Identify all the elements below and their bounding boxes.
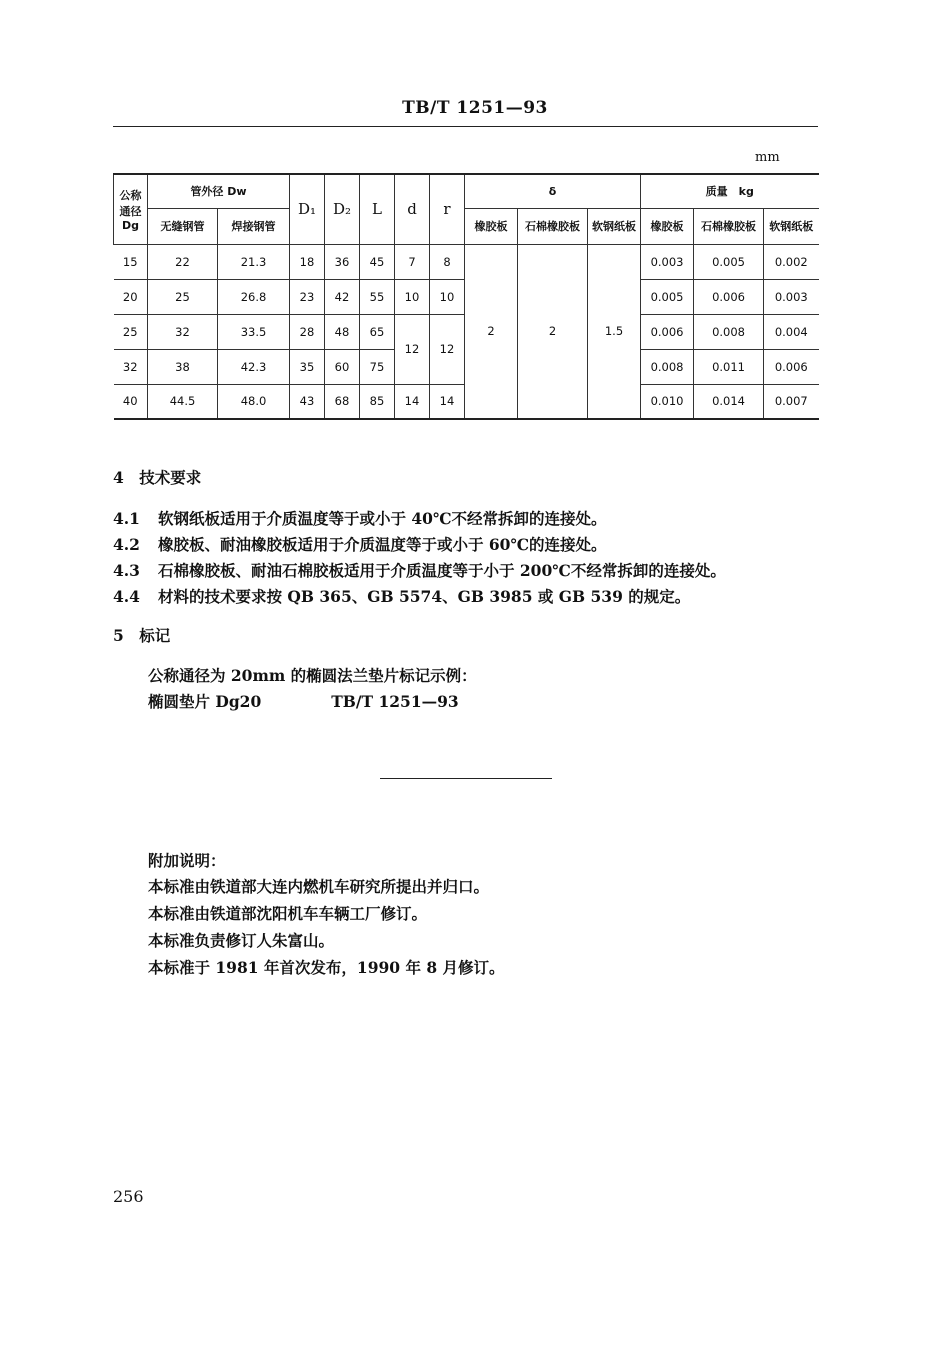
dimension-table xyxy=(113,173,819,420)
cell-l: 65 xyxy=(360,314,395,349)
cell-d2: 48 xyxy=(325,314,360,349)
page-number: 256 xyxy=(113,1187,144,1206)
cell-seamless: 44.5 xyxy=(148,384,218,419)
header-thickness: δ xyxy=(465,174,641,208)
header-dw: 管外径 Dw xyxy=(148,174,290,208)
cell-d: 14 xyxy=(395,384,430,419)
cell-d2: 42 xyxy=(325,279,360,314)
cell-m-asbestos: 0.014 xyxy=(694,384,764,419)
cell-d1: 28 xyxy=(290,314,325,349)
cell-d: 7 xyxy=(395,244,430,279)
requirement-number: 4.1 xyxy=(113,509,140,528)
requirement-number: 4.2 xyxy=(113,535,140,554)
cell-s-asbestos: 2 xyxy=(518,244,588,419)
requirement-item xyxy=(113,507,607,529)
cell-m-paper: 0.006 xyxy=(764,349,819,384)
cell-d1: 35 xyxy=(290,349,325,384)
cell-dg: 32 xyxy=(114,349,148,384)
cell-m-paper: 0.004 xyxy=(764,314,819,349)
cell-welded: 21.3 xyxy=(218,244,290,279)
header-s-paper: 软钢纸板 xyxy=(588,208,641,244)
cell-dg: 25 xyxy=(114,314,148,349)
end-rule xyxy=(380,778,552,779)
cell-welded: 42.3 xyxy=(218,349,290,384)
cell-d1: 18 xyxy=(290,244,325,279)
requirement-text: 材料的技术要求按 QB 365、GB 5574、GB 3985 或 GB 539 的规定。 xyxy=(158,587,691,606)
section-4-heading: 4 技术要求 xyxy=(113,468,202,487)
requirement-item xyxy=(113,559,726,581)
header-d2: D₂ xyxy=(325,174,360,244)
header-m-rubber: 橡胶板 xyxy=(641,208,694,244)
header-m-paper: 软钢纸板 xyxy=(764,208,819,244)
cell-r: 10 xyxy=(430,279,465,314)
cell-d2: 60 xyxy=(325,349,360,384)
header-s-asbestos: 石棉橡胶板 xyxy=(518,208,588,244)
document-header: TB/T 1251—93 xyxy=(402,98,548,118)
header-m-asbestos: 石棉橡胶板 xyxy=(694,208,764,244)
cell-m-rubber: 0.003 xyxy=(641,244,694,279)
cell-seamless: 38 xyxy=(148,349,218,384)
cell-d2: 36 xyxy=(325,244,360,279)
cell-m-asbestos: 0.011 xyxy=(694,349,764,384)
cell-seamless: 32 xyxy=(148,314,218,349)
marking-example-code: TB/T 1251—93 xyxy=(331,692,459,711)
notes-line: 本标准由铁道部大连内燃机车研究所提出并归口。 xyxy=(148,877,490,896)
requirement-text: 橡胶板、耐油橡胶板适用于介质温度等于或小于 60℃的连接处。 xyxy=(158,535,607,554)
cell-r: 14 xyxy=(430,384,465,419)
cell-m-rubber: 0.010 xyxy=(641,384,694,419)
cell-m-rubber: 0.006 xyxy=(641,314,694,349)
requirement-item xyxy=(113,533,607,555)
cell-welded: 33.5 xyxy=(218,314,290,349)
notes-line: 本标准负责修订人朱富山。 xyxy=(148,931,335,950)
cell-m-paper: 0.003 xyxy=(764,279,819,314)
cell-d2: 68 xyxy=(325,384,360,419)
requirement-text: 石棉橡胶板、耐油石棉胶板适用于介质温度等于小于 200℃不经常拆卸的连接处。 xyxy=(158,561,726,580)
cell-dg: 20 xyxy=(114,279,148,314)
header-welded: 焊接钢管 xyxy=(218,208,290,244)
cell-dg: 40 xyxy=(114,384,148,419)
cell-m-asbestos: 0.005 xyxy=(694,244,764,279)
notes-line: 本标准由铁道部沈阳机车车辆工厂修订。 xyxy=(148,904,428,923)
notes-heading: 附加说明： xyxy=(148,851,226,870)
cell-l: 75 xyxy=(360,349,395,384)
cell-l: 85 xyxy=(360,384,395,419)
header-d1: D₁ xyxy=(290,174,325,244)
header-l: L xyxy=(360,174,395,244)
table-row xyxy=(114,244,819,279)
cell-d1: 23 xyxy=(290,279,325,314)
header-dg: 公称 通径 Dg xyxy=(114,174,148,244)
section-5-heading: 5 标记 xyxy=(113,626,171,645)
cell-l: 45 xyxy=(360,244,395,279)
cell-welded: 26.8 xyxy=(218,279,290,314)
marking-example-name: 椭圆垫片 Dg20 xyxy=(148,692,262,711)
marking-example xyxy=(148,690,459,712)
header-mass: 质量 kg xyxy=(641,174,819,208)
cell-welded: 48.0 xyxy=(218,384,290,419)
header-d: d xyxy=(395,174,430,244)
cell-m-paper: 0.007 xyxy=(764,384,819,419)
header-s-rubber: 橡胶板 xyxy=(465,208,518,244)
header-seamless: 无缝钢管 xyxy=(148,208,218,244)
requirement-number: 4.4 xyxy=(113,587,140,606)
cell-m-paper: 0.002 xyxy=(764,244,819,279)
header-rule xyxy=(113,126,818,127)
cell-seamless: 22 xyxy=(148,244,218,279)
unit-label: mm xyxy=(755,150,780,165)
cell-dg: 15 xyxy=(114,244,148,279)
cell-m-rubber: 0.008 xyxy=(641,349,694,384)
cell-m-asbestos: 0.008 xyxy=(694,314,764,349)
cell-r: 12 xyxy=(430,314,465,384)
requirement-text: 软钢纸板适用于介质温度等于或小于 40℃不经常拆卸的连接处。 xyxy=(158,509,607,528)
cell-r: 8 xyxy=(430,244,465,279)
cell-d: 10 xyxy=(395,279,430,314)
cell-d1: 43 xyxy=(290,384,325,419)
cell-seamless: 25 xyxy=(148,279,218,314)
header-r: r xyxy=(430,174,465,244)
cell-m-rubber: 0.005 xyxy=(641,279,694,314)
requirement-number: 4.3 xyxy=(113,561,140,580)
requirement-item xyxy=(113,585,690,607)
notes-line: 本标准于 1981 年首次发布，1990 年 8 月修订。 xyxy=(148,958,505,977)
cell-s-rubber: 2 xyxy=(465,244,518,419)
cell-m-asbestos: 0.006 xyxy=(694,279,764,314)
cell-s-paper: 1.5 xyxy=(588,244,641,419)
cell-d: 12 xyxy=(395,314,430,384)
cell-l: 55 xyxy=(360,279,395,314)
marking-example-intro: 公称通径为 20mm 的椭圆法兰垫片标记示例： xyxy=(148,666,477,685)
